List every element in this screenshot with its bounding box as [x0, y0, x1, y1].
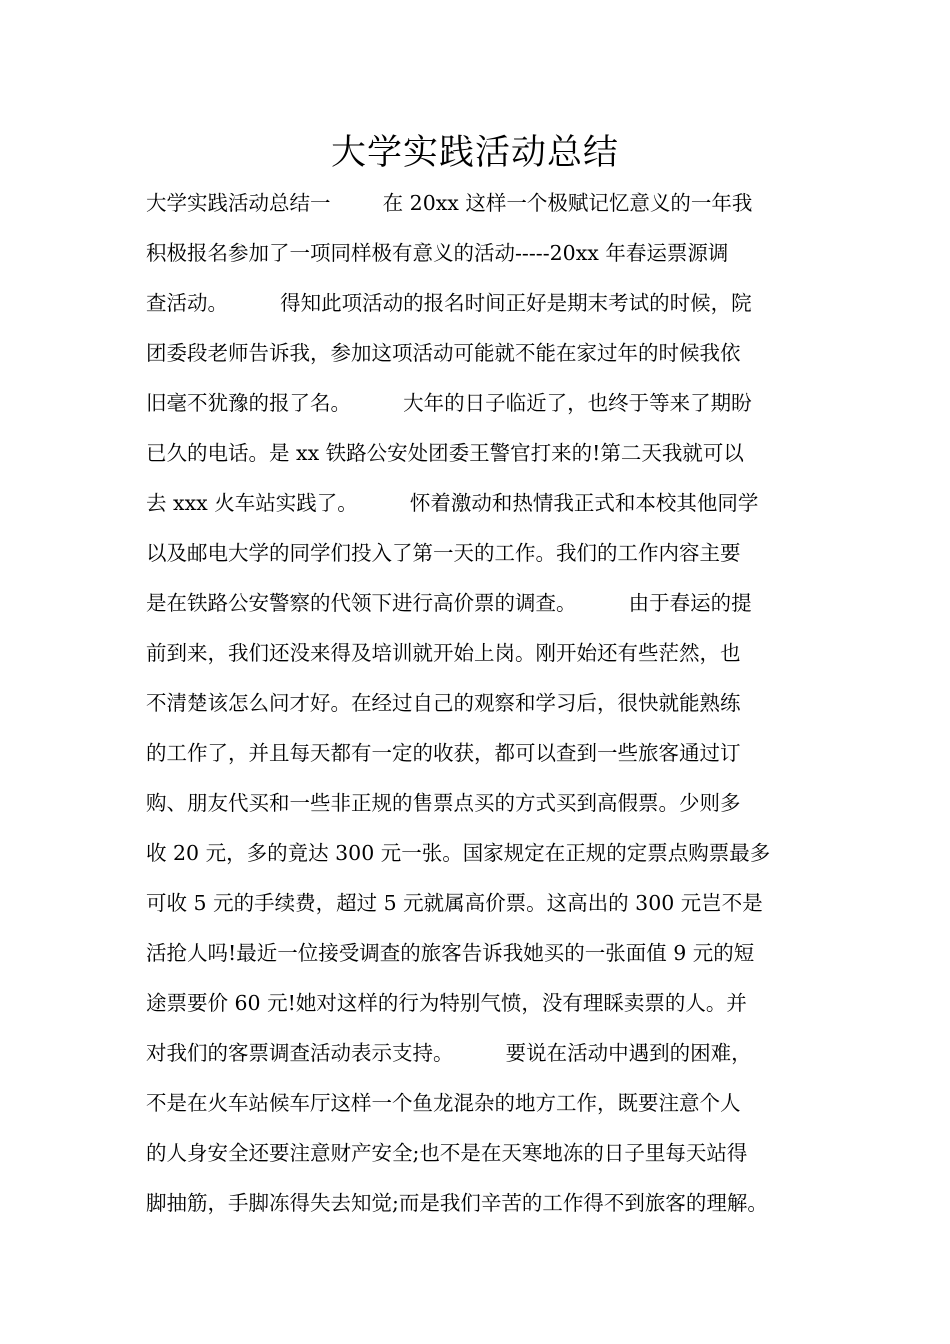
body-line: 以及邮电大学的同学们投入了第一天的工作。我们的工作内容主要 — [146, 541, 741, 565]
body-line: 大学实践活动总结一 在 20xx 这样一个极赋记忆意义的一年我 — [146, 191, 753, 215]
body-line: 是在铁路公安警察的代领下进行高价票的调查。 由于春运的提 — [146, 591, 752, 615]
body-line: 脚抽筋，手脚冻得失去知觉;而是我们辛苦的工作得不到旅客的理解。 — [146, 1191, 768, 1215]
body-line: 收 20 元，多的竟达 300 元一张。国家规定在正规的定票点购票最多 — [146, 841, 771, 865]
body-line: 前到来，我们还没来得及培训就开始上岗。刚开始还有些茫然，也 — [146, 641, 741, 665]
body-line: 旧毫不犹豫的报了名。 大年的日子临近了，也终于等来了期盼 — [146, 391, 752, 415]
body-line: 的工作了，并且每天都有一定的收获，都可以查到一些旅客通过订 — [146, 741, 741, 765]
body-line: 去 xxx 火车站实践了。 怀着激动和热情我正式和本校其他同学 — [146, 491, 759, 515]
body-line: 积极报名参加了一项同样极有意义的活动-----20xx 年春运票源调 — [146, 241, 729, 265]
body-line: 不清楚该怎么问才好。在经过自己的观察和学习后，很快就能熟练 — [146, 691, 741, 715]
body-line: 可收 5 元的手续费，超过 5 元就属高价票。这高出的 300 元岂不是 — [146, 891, 763, 915]
body-line: 活抢人吗!最近一位接受调查的旅客告诉我她买的一张面值 9 元的短 — [146, 941, 755, 965]
body-line: 团委段老师告诉我，参加这项活动可能就不能在家过年的时候我依 — [146, 341, 741, 365]
body-line: 购、朋友代买和一些非正规的售票点买的方式买到高假票。少则多 — [146, 791, 741, 815]
document-body — [146, 178, 826, 1228]
body-line: 对我们的客票调查活动表示支持。 要说在活动中遇到的困难， — [146, 1041, 752, 1065]
body-line: 途票要价 60 元!她对这样的行为特别气愤，没有理睬卖票的人。并 — [146, 991, 747, 1015]
body-line: 不是在火车站候车厅这样一个鱼龙混杂的地方工作，既要注意个人 — [146, 1091, 741, 1115]
body-line: 查活动。 得知此项活动的报名时间正好是期末考试的时候，院 — [146, 291, 752, 315]
document-title: 大学实践活动总结 — [330, 133, 619, 173]
body-line: 的人身安全还要注意财产安全;也不是在天寒地冻的日子里每天站得 — [146, 1141, 748, 1165]
body-line: 已久的电话。是 xx 铁路公安处团委王警官打来的!第二天我就可以 — [146, 441, 744, 465]
